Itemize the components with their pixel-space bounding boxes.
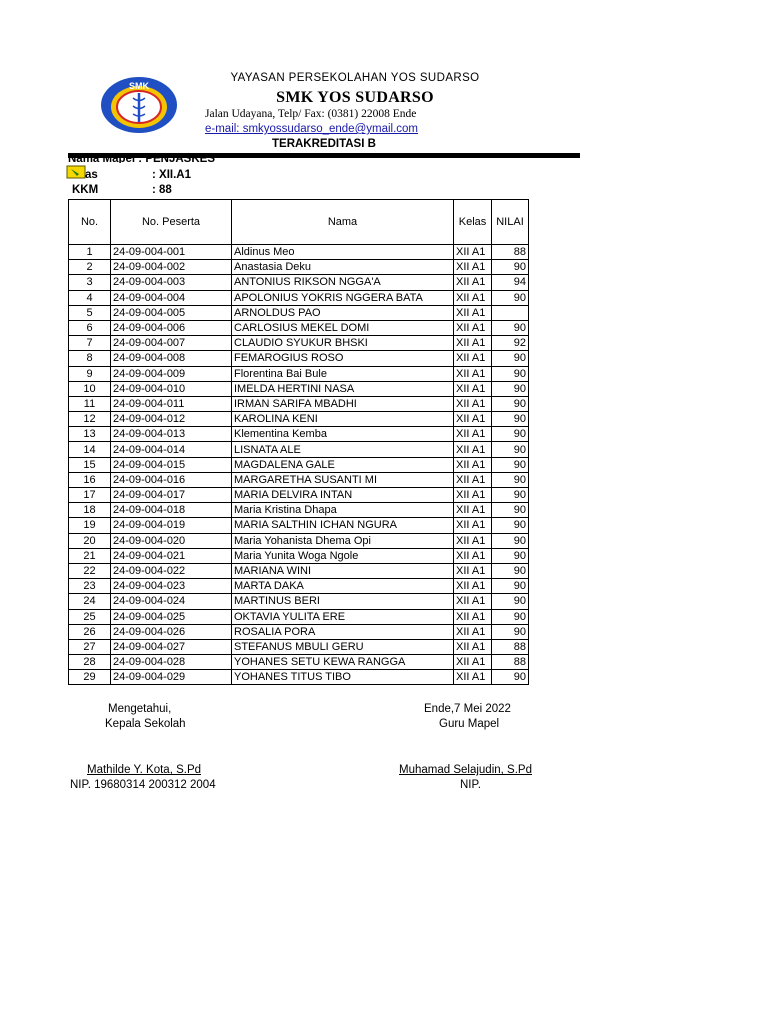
cell-score: 94 <box>492 275 529 290</box>
cell-name: Florentina Bai Bule <box>232 366 454 381</box>
cell-score: 90 <box>492 442 529 457</box>
cell-no: 13 <box>69 427 111 442</box>
kkm-label: KKM <box>72 184 99 196</box>
table-row <box>69 260 529 275</box>
cell-participant-no: 24-09-004-003 <box>111 275 232 290</box>
table-row <box>69 366 529 381</box>
cell-no: 9 <box>69 366 111 381</box>
cell-participant-no: 24-09-004-019 <box>111 518 232 533</box>
col-header-participant-no: No. Peserta <box>111 200 232 245</box>
cell-name: YOHANES TITUS TIBO <box>232 670 454 685</box>
cell-score: 90 <box>492 351 529 366</box>
cell-participant-no: 24-09-004-004 <box>111 290 232 305</box>
cell-class: XII A1 <box>454 563 492 578</box>
col-header-score: NILAI <box>492 200 529 245</box>
table-row <box>69 639 529 654</box>
cell-score: 90 <box>492 488 529 503</box>
cell-no: 16 <box>69 472 111 487</box>
cell-score: 88 <box>492 639 529 654</box>
cell-score: 90 <box>492 609 529 624</box>
cell-participant-no: 24-09-004-029 <box>111 670 232 685</box>
cell-score: 90 <box>492 412 529 427</box>
cell-name: Maria Yohanista Dhema Opi <box>232 533 454 548</box>
table-row <box>69 503 529 518</box>
cell-no: 21 <box>69 548 111 563</box>
cell-name: ANTONIUS RIKSON NGGA'A <box>232 275 454 290</box>
table-row <box>69 427 529 442</box>
pencil-icon <box>66 165 86 179</box>
cell-score: 90 <box>492 320 529 335</box>
col-header-class: Kelas <box>454 200 492 245</box>
cell-participant-no: 24-09-004-017 <box>111 488 232 503</box>
cell-class: XII A1 <box>454 381 492 396</box>
cell-score: 90 <box>492 533 529 548</box>
cell-class: XII A1 <box>454 655 492 670</box>
cell-class: XII A1 <box>454 457 492 472</box>
cell-class: XII A1 <box>454 548 492 563</box>
principal-name: Mathilde Y. Kota, S.Pd <box>87 764 202 776</box>
cell-no: 23 <box>69 579 111 594</box>
table-row <box>69 457 529 472</box>
cell-name: MARTA DAKA <box>232 579 454 594</box>
cell-no: 4 <box>69 290 111 305</box>
cell-name: APOLONIUS YOKRIS NGGERA BATA <box>232 290 454 305</box>
cell-no: 28 <box>69 655 111 670</box>
col-header-no: No. <box>69 200 111 245</box>
cell-class: XII A1 <box>454 533 492 548</box>
cell-participant-no: 24-09-004-011 <box>111 396 232 411</box>
cell-participant-no: 24-09-004-002 <box>111 260 232 275</box>
table-row <box>69 518 529 533</box>
cell-class: XII A1 <box>454 624 492 639</box>
school-address: Jalan Udayana, Telp/ Fax: (0381) 22008 Ende <box>205 108 417 120</box>
cell-class: XII A1 <box>454 366 492 381</box>
cell-class: XII A1 <box>454 639 492 654</box>
table-row <box>69 533 529 548</box>
cell-no: 27 <box>69 639 111 654</box>
cell-score: 90 <box>492 670 529 685</box>
cell-class: XII A1 <box>454 579 492 594</box>
cell-class: XII A1 <box>454 320 492 335</box>
logo-text: SMK <box>129 81 149 91</box>
cell-class: XII A1 <box>454 670 492 685</box>
cell-participant-no: 24-09-004-009 <box>111 366 232 381</box>
cell-score: 90 <box>492 594 529 609</box>
cell-participant-no: 24-09-004-024 <box>111 594 232 609</box>
cell-class: XII A1 <box>454 305 492 320</box>
cell-no: 7 <box>69 336 111 351</box>
cell-class: XII A1 <box>454 609 492 624</box>
cell-no: 12 <box>69 412 111 427</box>
table-row <box>69 305 529 320</box>
cell-participant-no: 24-09-004-008 <box>111 351 232 366</box>
cell-participant-no: 24-09-004-025 <box>111 609 232 624</box>
table-row <box>69 594 529 609</box>
cell-participant-no: 24-09-004-001 <box>111 245 232 260</box>
principal-nip: NIP. 19680314 200312 2004 <box>70 779 216 791</box>
cell-class: XII A1 <box>454 245 492 260</box>
cell-class: XII A1 <box>454 427 492 442</box>
cell-name: FEMAROGIUS ROSO <box>232 351 454 366</box>
cell-name: MARIANA WINI <box>232 563 454 578</box>
cell-name: LISNATA ALE <box>232 442 454 457</box>
cell-class: XII A1 <box>454 260 492 275</box>
cell-no: 24 <box>69 594 111 609</box>
cell-no: 6 <box>69 320 111 335</box>
cell-no: 8 <box>69 351 111 366</box>
cell-class: XII A1 <box>454 472 492 487</box>
table-row <box>69 488 529 503</box>
cell-score <box>492 305 529 320</box>
cell-name: OKTAVIA YULITA ERE <box>232 609 454 624</box>
table-row <box>69 609 529 624</box>
cell-participant-no: 24-09-004-023 <box>111 579 232 594</box>
kkm-value: : 88 <box>152 184 172 196</box>
cell-name: KAROLINA KENI <box>232 412 454 427</box>
teacher-role: Guru Mapel <box>439 718 500 730</box>
cell-score: 90 <box>492 503 529 518</box>
class-label: as <box>85 169 98 181</box>
cell-no: 2 <box>69 260 111 275</box>
cell-no: 20 <box>69 533 111 548</box>
subject-label: Nama Mapel : PENJASKES <box>68 153 215 163</box>
cell-class: XII A1 <box>454 275 492 290</box>
cell-name: IRMAN SARIFA MBADHI <box>232 396 454 411</box>
cell-class: XII A1 <box>454 442 492 457</box>
table-row <box>69 290 529 305</box>
cell-no: 14 <box>69 442 111 457</box>
cell-name: Anastasia Deku <box>232 260 454 275</box>
table-row <box>69 381 529 396</box>
cell-no: 19 <box>69 518 111 533</box>
cell-no: 11 <box>69 396 111 411</box>
principal-role: Kepala Sekolah <box>105 718 186 730</box>
cell-no: 18 <box>69 503 111 518</box>
class-value: : XII.A1 <box>152 169 191 181</box>
table-row <box>69 275 529 290</box>
table-row <box>69 548 529 563</box>
table-row <box>69 351 529 366</box>
school-email-link[interactable]: e-mail: smkyossudarso_ende@ymail.com <box>205 123 418 135</box>
cell-no: 10 <box>69 381 111 396</box>
cell-participant-no: 24-09-004-026 <box>111 624 232 639</box>
table-row <box>69 396 529 411</box>
cell-name: ARNOLDUS PAO <box>232 305 454 320</box>
cell-participant-no: 24-09-004-012 <box>111 412 232 427</box>
cell-score: 90 <box>492 548 529 563</box>
cell-name: Maria Yunita Woga Ngole <box>232 548 454 563</box>
table-row <box>69 579 529 594</box>
table-row <box>69 336 529 351</box>
cell-participant-no: 24-09-004-018 <box>111 503 232 518</box>
cell-no: 29 <box>69 670 111 685</box>
cell-name: YOHANES SETU KEWA RANGGA <box>232 655 454 670</box>
cell-name: CARLOSIUS MEKEL DOMI <box>232 320 454 335</box>
cell-name: CLAUDIO SYUKUR BHSKI <box>232 336 454 351</box>
cell-no: 1 <box>69 245 111 260</box>
cell-no: 22 <box>69 563 111 578</box>
table-header-row <box>69 200 529 245</box>
cell-participant-no: 24-09-004-005 <box>111 305 232 320</box>
cell-class: XII A1 <box>454 351 492 366</box>
cell-participant-no: 24-09-004-022 <box>111 563 232 578</box>
score-table <box>68 199 529 685</box>
cell-score: 90 <box>492 518 529 533</box>
cell-participant-no: 24-09-004-015 <box>111 457 232 472</box>
table-row <box>69 442 529 457</box>
acknowledged-label: Mengetahui, <box>108 703 172 715</box>
cell-name: MAGDALENA GALE <box>232 457 454 472</box>
cell-score: 90 <box>492 563 529 578</box>
school-name: SMK YOS SUDARSO <box>276 89 434 106</box>
cell-score: 90 <box>492 366 529 381</box>
cell-class: XII A1 <box>454 336 492 351</box>
cell-no: 5 <box>69 305 111 320</box>
cell-score: 90 <box>492 381 529 396</box>
cell-participant-no: 24-09-004-006 <box>111 320 232 335</box>
cell-participant-no: 24-09-004-028 <box>111 655 232 670</box>
cell-score: 90 <box>492 290 529 305</box>
cell-score: 90 <box>492 579 529 594</box>
table-row <box>69 624 529 639</box>
cell-class: XII A1 <box>454 290 492 305</box>
cell-score: 90 <box>492 457 529 472</box>
cell-no: 25 <box>69 609 111 624</box>
col-header-name: Nama <box>232 200 454 245</box>
table-row <box>69 655 529 670</box>
cell-name: Klementina Kemba <box>232 427 454 442</box>
cell-name: MARIA DELVIRA INTAN <box>232 488 454 503</box>
cell-participant-no: 24-09-004-010 <box>111 381 232 396</box>
cell-score: 88 <box>492 655 529 670</box>
cell-score: 88 <box>492 245 529 260</box>
cell-class: XII A1 <box>454 594 492 609</box>
cell-name: Aldinus Meo <box>232 245 454 260</box>
cell-score: 90 <box>492 396 529 411</box>
cell-participant-no: 24-09-004-016 <box>111 472 232 487</box>
accreditation-label: TERAKREDITASI B <box>272 138 376 150</box>
cell-score: 90 <box>492 260 529 275</box>
cell-participant-no: 24-09-004-027 <box>111 639 232 654</box>
cell-participant-no: 24-09-004-020 <box>111 533 232 548</box>
cell-name: IMELDA HERTINI NASA <box>232 381 454 396</box>
cell-no: 3 <box>69 275 111 290</box>
cell-name: MARTINUS BERI <box>232 594 454 609</box>
cell-class: XII A1 <box>454 518 492 533</box>
teacher-nip: NIP. <box>460 779 481 791</box>
teacher-name: Muhamad Selajudin, S.Pd <box>399 764 532 776</box>
table-row <box>69 472 529 487</box>
cell-no: 17 <box>69 488 111 503</box>
cell-name: MARGARETHA SUSANTI MI <box>232 472 454 487</box>
table-row <box>69 245 529 260</box>
cell-score: 92 <box>492 336 529 351</box>
cell-class: XII A1 <box>454 488 492 503</box>
cell-score: 90 <box>492 624 529 639</box>
cell-class: XII A1 <box>454 503 492 518</box>
cell-class: XII A1 <box>454 396 492 411</box>
cell-score: 90 <box>492 427 529 442</box>
place-date: Ende,7 Mei 2022 <box>424 703 511 715</box>
cell-class: XII A1 <box>454 412 492 427</box>
table-row <box>69 412 529 427</box>
cell-participant-no: 24-09-004-007 <box>111 336 232 351</box>
table-row <box>69 320 529 335</box>
table-row <box>69 563 529 578</box>
cell-no: 26 <box>69 624 111 639</box>
cell-name: MARIA SALTHIN ICHAN NGURA <box>232 518 454 533</box>
cell-name: STEFANUS MBULI GERU <box>232 639 454 654</box>
table-row <box>69 670 529 685</box>
cell-name: ROSALIA PORA <box>232 624 454 639</box>
cell-no: 15 <box>69 457 111 472</box>
cell-participant-no: 24-09-004-013 <box>111 427 232 442</box>
foundation-name: YAYASAN PERSEKOLAHAN YOS SUDARSO <box>230 72 480 84</box>
cell-participant-no: 24-09-004-021 <box>111 548 232 563</box>
cell-name: Maria Kristina Dhapa <box>232 503 454 518</box>
table-body <box>69 245 529 685</box>
cell-participant-no: 24-09-004-014 <box>111 442 232 457</box>
cell-score: 90 <box>492 472 529 487</box>
